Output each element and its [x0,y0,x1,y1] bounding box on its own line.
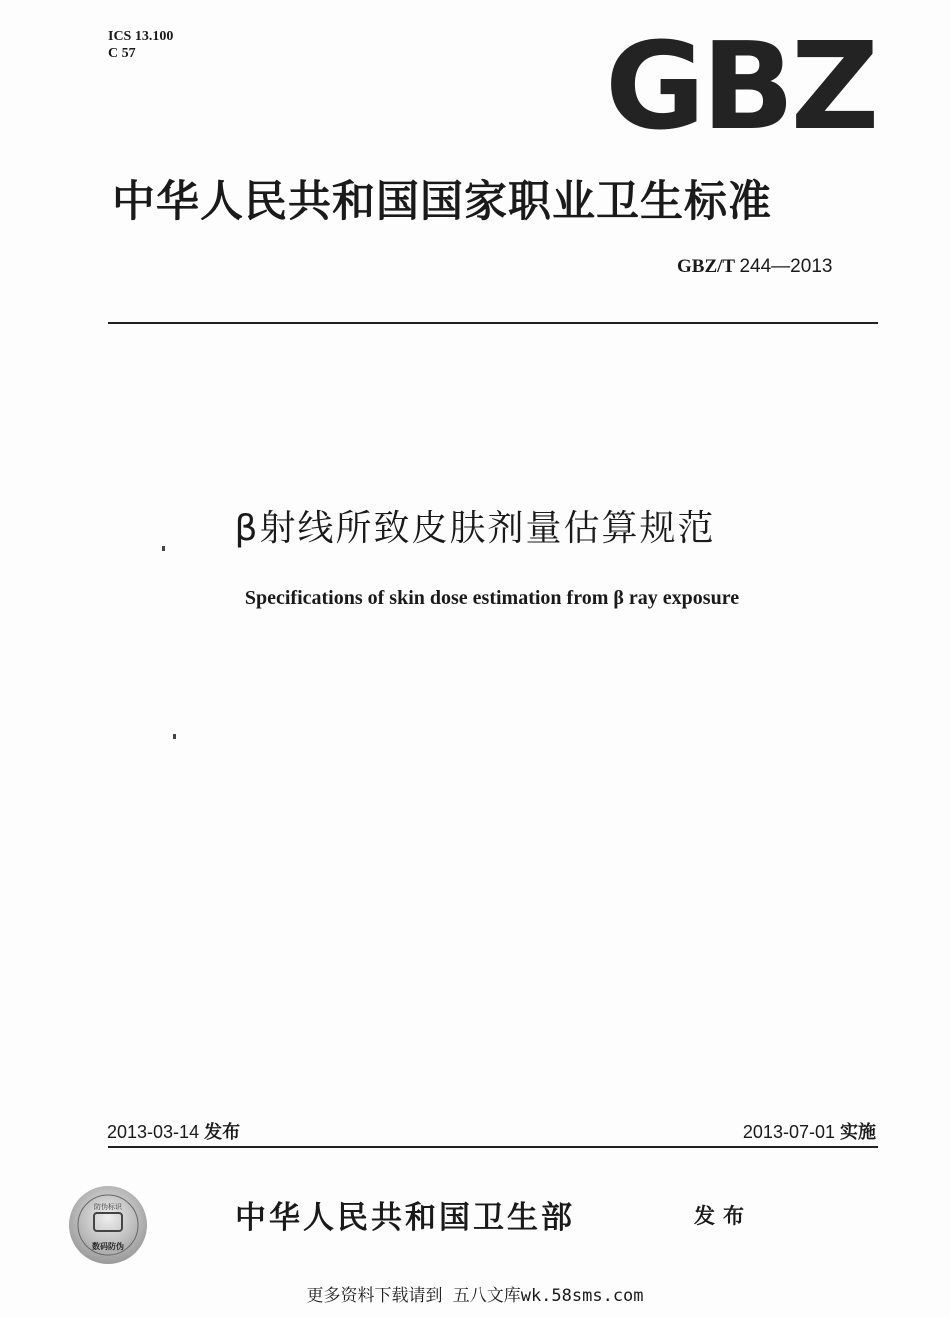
gbz-logo: GBZ [605,18,876,157]
publish-label: 发布 [204,1122,241,1143]
bottom-divider [108,1146,878,1148]
category-code: C 57 [108,46,136,61]
top-divider [108,322,878,324]
document-title-en: Specifications of skin dose estimation from β ray exposure [244,587,740,609]
standard-number-prefix: GBZ/T [677,256,735,277]
seal-text-bottom: 数码防伪 [92,1242,124,1251]
scan-speck [162,546,165,551]
effective-date-line [743,1118,876,1144]
standard-number-value: 244—2013 [739,256,833,277]
publisher-action: 发布 [694,1203,752,1228]
publish-date-line [107,1118,240,1144]
standard-type-title: 中华人民共和国国家职业卫生标准 [112,177,772,227]
anti-counterfeit-seal [68,1185,148,1265]
scan-speck [173,734,176,739]
standard-number [677,256,832,278]
publish-date: 2013-03-14 [107,1122,200,1142]
ics-code: ICS 13.100 [108,29,174,44]
effective-label: 实施 [840,1122,876,1143]
document-title-cn: β射线所致皮肤剂量估算规范 [234,508,716,549]
footer-watermark: 更多资料下载请到 五八文库wk.58sms.com [306,1286,644,1306]
effective-date: 2013-07-01 [742,1122,835,1142]
classification-codes [108,28,173,62]
seal-background [69,1186,147,1264]
publisher-name: 中华人民共和国卫生部 [235,1200,575,1236]
seal-text-top: 防伪标识 [94,1203,122,1211]
